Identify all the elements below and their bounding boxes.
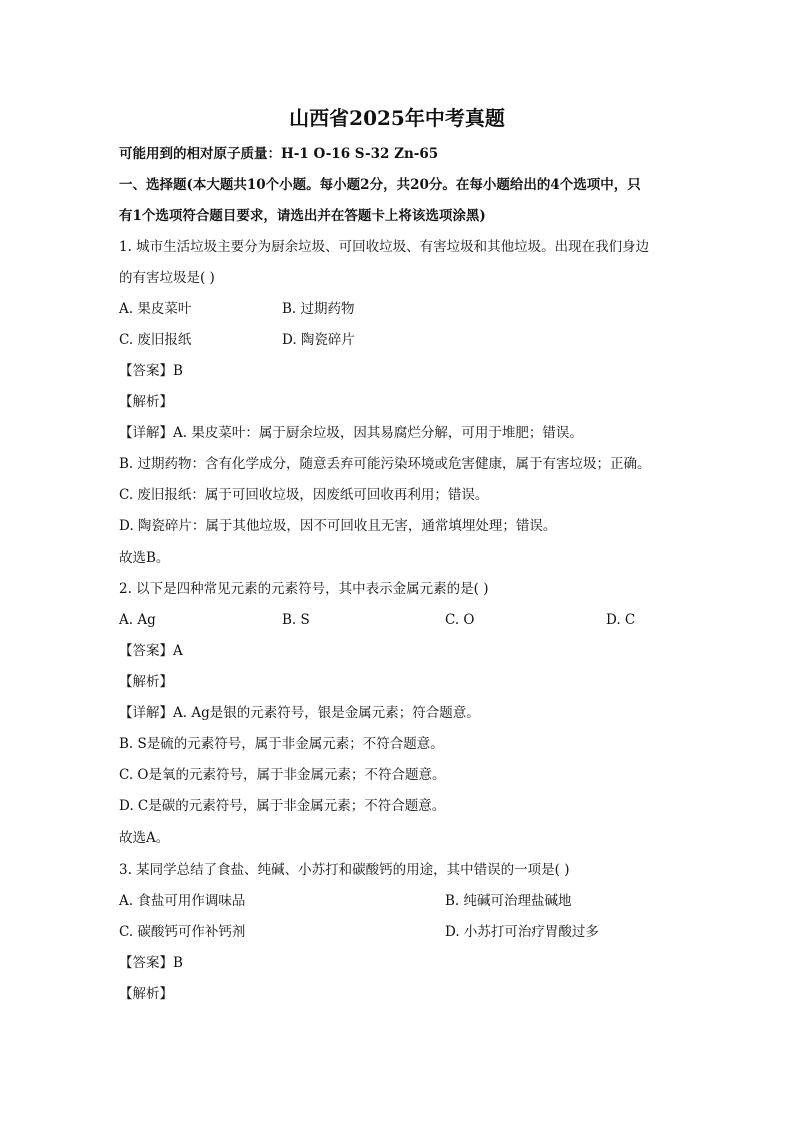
- q2-detail-a: 【详解】A. Ag是银的元素符号，银是金属元素；符合题意。: [119, 705, 480, 721]
- q3-analysis-label: 【解析】: [119, 986, 173, 1002]
- section-header-line-1: 一、选择题(本大题共10个小题。每小题2分，共20分。在每小题给出的4个选项中，只: [119, 177, 641, 193]
- q2-option-b: B. S: [282, 612, 310, 628]
- q3-option-b: B. 纯碱可治理盐碱地: [445, 893, 572, 909]
- q2-analysis-label: 【解析】: [119, 674, 173, 690]
- q1-option-b: B. 过期药物: [282, 301, 355, 317]
- q1-detail-d: D. 陶瓷碎片：属于其他垃圾，因不可回收且无害，通常填埋处理；错误。: [119, 518, 557, 534]
- q2-stem: 2. 以下是四种常见元素的元素符号，其中表示金属元素的是( ): [119, 581, 489, 597]
- q1-option-a: A. 果皮菜叶: [119, 301, 192, 317]
- section-header-line-2: 有1个选项符合题目要求，请选出并在答题卡上将该选项涂黑): [119, 208, 486, 224]
- q1-analysis-label: 【解析】: [119, 394, 173, 410]
- q2-conclusion: 故选A。: [119, 830, 170, 846]
- atomic-mass-note: 可能用到的相对原子质量：H-1 O-16 S-32 Zn-65: [119, 146, 439, 162]
- q1-option-d: D. 陶瓷碎片: [282, 332, 355, 348]
- q3-answer: 【答案】B: [119, 955, 183, 971]
- q2-option-d: D. C: [606, 612, 636, 628]
- q2-detail-c: C. O是氧的元素符号，属于非金属元素；不符合题意。: [119, 767, 446, 783]
- q2-detail-d: D. C是碳的元素符号，属于非金属元素；不符合题意。: [119, 798, 446, 814]
- q1-conclusion: 故选B。: [119, 550, 170, 566]
- q3-option-c: C. 碳酸钙可作补钙剂: [119, 924, 246, 940]
- q3-stem: 3. 某同学总结了食盐、纯碱、小苏打和碳酸钙的用途，其中错误的一项是( ): [119, 862, 570, 878]
- q1-detail-b: B. 过期药物：含有化学成分，随意丢弃可能污染环境或危害健康，属于有害垃圾；正确。: [119, 456, 651, 472]
- q1-detail-a: 【详解】A. 果皮菜叶：属于厨余垃圾，因其易腐烂分解，可用于堆肥；错误。: [119, 425, 583, 441]
- q3-option-d: D. 小苏打可治疗胃酸过多: [445, 924, 599, 940]
- q1-answer: 【答案】B: [119, 363, 183, 379]
- q2-detail-b: B. S是硫的元素符号，属于非金属元素；不符合题意。: [119, 736, 444, 752]
- q3-option-a: A. 食盐可用作调味品: [119, 893, 246, 909]
- page-title: 山西省2025年中考真题: [289, 106, 505, 130]
- q2-answer: 【答案】A: [119, 643, 183, 659]
- q1-stem-line-2: 的有害垃圾是( ): [119, 270, 215, 286]
- q1-stem-line-1: 1. 城市生活垃圾主要分为厨余垃圾、可回收垃圾、有害垃圾和其他垃圾。出现在我们身边: [119, 239, 650, 255]
- q1-option-c: C. 废旧报纸: [119, 332, 192, 348]
- q2-option-a: A. Ag: [119, 612, 156, 628]
- q2-option-c: C. O: [445, 612, 475, 628]
- q1-detail-c: C. 废旧报纸：属于可回收垃圾，因废纸可回收再利用；错误。: [119, 487, 489, 503]
